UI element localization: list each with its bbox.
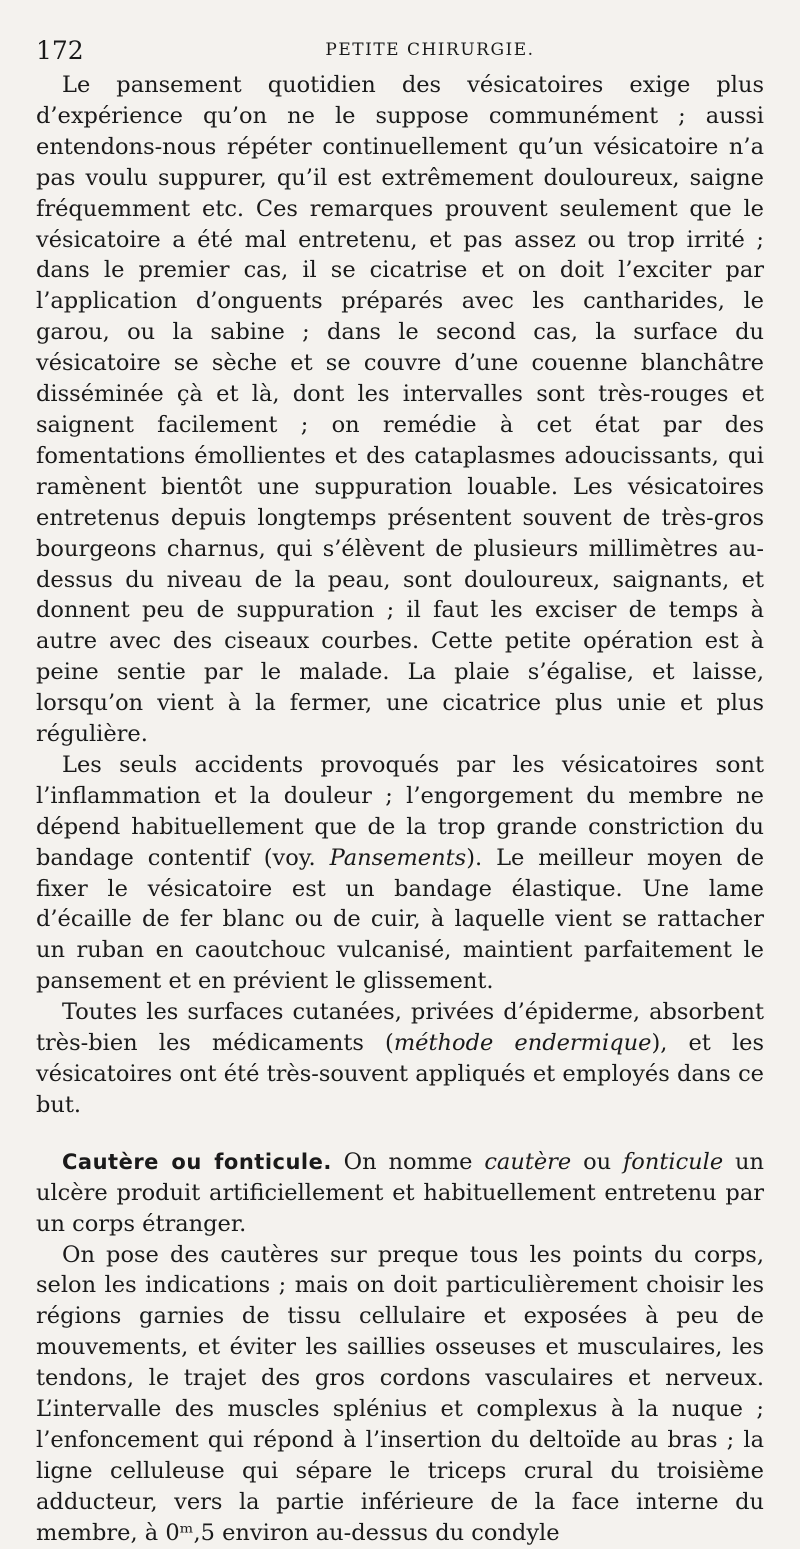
italic-term: méthode endermique xyxy=(393,1030,652,1057)
paragraph xyxy=(36,1240,764,1549)
italic-term: fonticule xyxy=(622,1148,724,1175)
text-run: On pose des cautères sur preque tous les points du corps, selon les indications ; mais on doit particulièrement choisir les régions garnies de tissu cellulaire et exposées à peu de mouvements, et éviter les saillies osseuses et musculaires, les tendons, le trajet des gros cordons vasculaires et nerveux. L’intervalle des muscles splénius et complexus à la nuque ; l’enfoncement qui répond à l’insertion du deltoïde au bras ; la ligne celluleuse qui sépare le triceps crural du troisième adducteur, vers la partie inférieure de la face interne du membre, à 0ᵐ,5 environ au-dessus du condyle xyxy=(36,1241,764,1546)
running-title: PETITE CHIRURGIE. xyxy=(325,40,535,60)
text-run: Le pansement quotidien des vésicatoires exige plus d’expérience qu’on ne le suppose communément ; aussi entendons-nous répéter continuellement qu’un vésicatoire n’a pas voulu suppurer, qu’il est extrêmement douloureux, saigne fréquemment etc. Ces remarques prouvent seulement que le vésicatoire a été mal entretenu, et pas assez ou trop irrité ; dans le premier cas, il se cicatrise et on doit l’exciter par l’application d’onguents préparés avec les cantharides, le garou, ou la sabine ; dans le second cas, la surface du vésicatoire se sèche et se couvre d’une couenne blanchâtre disséminée çà et là, dont les intervalles sont très-rouges et saignent facilement ; on remédie à cet état par des fomentations émollientes et des cataplasmes adoucissants, qui ramènent bientôt une suppuration louable. Les vésicatoires entretenus depuis longtemps présentent souvent de très-gros bourgeons charnus, qui s’élèvent de plusieurs millimètres au-dessus du niveau de la peau, sont douloureux, saignants, et donnent peu de suppuration ; il faut les exciser de temps à autre avec des ciseaux courbes. Cette petite opération est à peine sentie par le malade. La plaie s’égalise, et laisse, lorsqu’on vient à la fermer, une cicatrice plus unie et plus régulière. xyxy=(36,72,764,748)
paragraph xyxy=(36,750,764,997)
paragraph xyxy=(36,1147,764,1240)
paragraph xyxy=(36,997,764,1121)
body-text xyxy=(36,70,764,1549)
paragraph xyxy=(36,70,764,750)
text-run: ). Le meilleur moyen de fixer le vésicatoire est un bandage élastique. Une lame d’écaille de fer blanc ou de cuir, à laquelle vient se rattacher un ruban en caoutchouc vulcanisé, maintient parfaitement le pansement et en prévient le glissement. xyxy=(36,844,765,995)
italic-term: cautère xyxy=(484,1148,572,1175)
text-run: On nomme xyxy=(331,1148,485,1175)
text-run: Les seuls accidents provoqués par les vésicatoires sont l’inflammation et la douleur ; l’engorgement du membre ne dépend habituellement que de la trop grande constriction du bandage contentif (voy. xyxy=(36,751,764,871)
running-head xyxy=(36,30,764,70)
page-number: 172 xyxy=(36,36,84,65)
italic-term: Pansements xyxy=(329,844,467,871)
text-run: ), et les vésicatoires ont été très-souvent appliqués et employés dans ce but. xyxy=(36,1030,765,1118)
text-run: un ulcère produit artificiellement et habituellement entretenu par un corps étranger. xyxy=(36,1148,765,1237)
section-heading: Cautère ou fonticule. xyxy=(62,1149,332,1174)
section-gap xyxy=(36,1121,764,1147)
text-run: ou xyxy=(571,1148,623,1175)
text-run: Toutes les surfaces cutanées, privées d’épiderme, absorbent très-bien les médicaments ( xyxy=(36,999,764,1057)
